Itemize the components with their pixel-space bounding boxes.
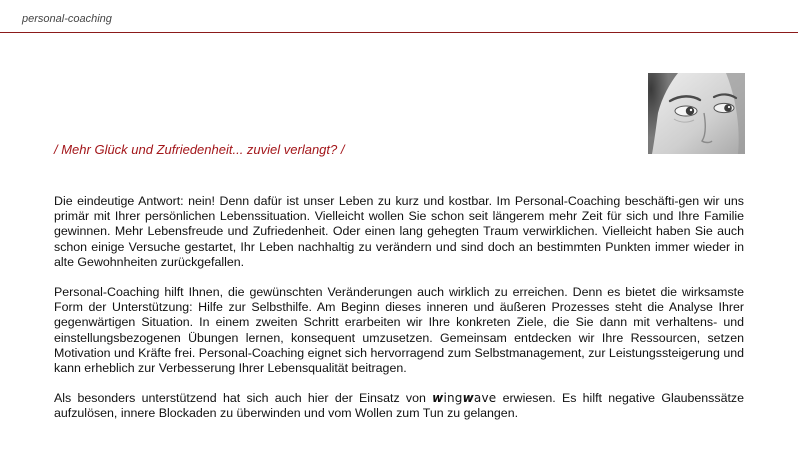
brand-w2: w — [462, 391, 474, 406]
wingwave-brand — [432, 391, 496, 405]
brand-w1: w — [432, 391, 444, 406]
brand-ave: ave — [473, 391, 497, 406]
headline: / Mehr Glück und Zufriedenheit... zuviel verlangt? / — [54, 142, 345, 157]
paragraph-1: Die eindeutige Antwort: nein! Denn dafür ist unser Leben zu kurz und kostbar. Im Personal-Coaching beschäfti-gen wir uns primär mit Ihrer persönlichen Lebenssituation. Vielleicht wollen Sie schon seit längerem mehr Zeit für sich und Ihre Familie gewinnen. Mehr Lebensfreude und Zufriedenheit. Oder einen lang gehegten Traum verwirklichen. Vielleicht haben Sie auch schon einige Versuche gestartet, Ihr Leben nachhaltig zu verändern und sind doch an bestimmten Punkten immer wieder in alte Gewohnheiten zurückgefallen. — [54, 194, 744, 269]
paragraph-3-end: erwiesen. Es hilft negative Glaubenssätze aufzulösen, innere Blockaden zu überwinden und vom Wollen zum Tun zu gelangen. — [54, 391, 744, 421]
body-text — [54, 194, 744, 437]
header-divider — [0, 32, 798, 33]
paragraph-3 — [54, 391, 744, 421]
section-label: personal-coaching — [22, 13, 112, 25]
woman-face-photo-icon — [648, 73, 745, 154]
paragraph-3-start: Als besonders unterstützend hat sich auch hier der Einsatz von — [54, 391, 433, 406]
paragraph-2: Personal-Coaching hilft Ihnen, die gewünschten Veränderungen auch wirklich zu erreichen. Denn es bietet die wirksamste Form der Unterstützung: Hilfe zur Selbsthilfe. Am Beginn dieses inneren und äußeren Prozesses steht die Analyse Ihrer gegenwärtigen Situation. In einem zweiten Schritt erarbeiten wir Ihre konkreten Ziele, die Sie dann mit verhaltens- und einstellungsbezogenen Übungen lernen, konsequent umzusetzen. Gemeinsam entdecken wir Ihre Ressourcen, setzen Motivation und Kräfte frei. Personal-Coaching eignet sich hervorragend zum Selbstmanagement, zur Leistungssteigerung und kann erheblich zur Verbesserung Ihrer Lebensqualität beitragen. — [54, 285, 744, 376]
brand-ing: ing — [443, 391, 463, 406]
